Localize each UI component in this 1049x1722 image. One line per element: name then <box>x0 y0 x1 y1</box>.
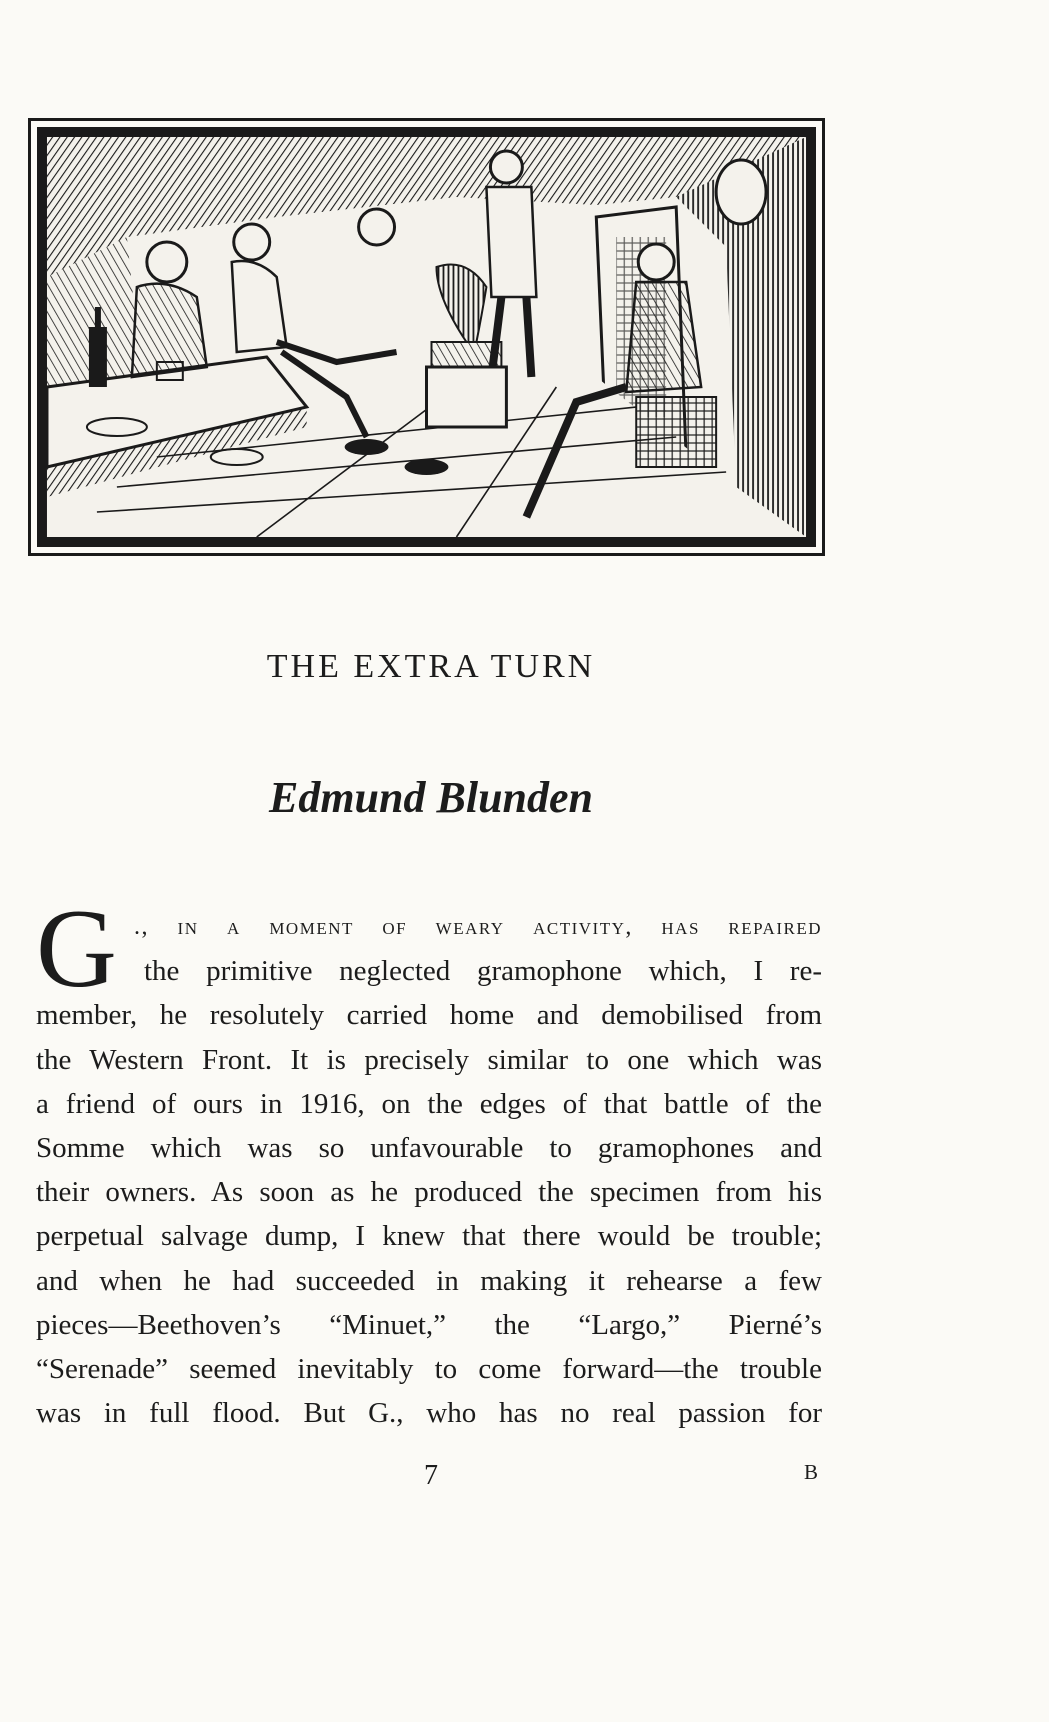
text-line-10: pieces—Beethoven’s “Minuet,” the “Largo,” Pierné’s <box>36 1308 822 1341</box>
woodcut-illustration <box>28 118 825 556</box>
chapter-title: THE EXTRA TURN <box>266 648 596 685</box>
text-line-3: member, he resolutely carried home and demobilised from <box>36 999 822 1032</box>
text-line-2: the primitive neglected gramophone which, I re- <box>144 955 822 988</box>
text-line-8: perpetual salvage dump, I knew that there would be trouble; <box>36 1220 822 1253</box>
text-line-12: was in full flood. But G., who has no real passion for <box>36 1397 822 1430</box>
text-line-5: a friend of ours in 1916, on the edges of that battle of the <box>36 1087 822 1120</box>
text-line-6: Somme which was so unfavourable to gramophones and <box>36 1131 822 1164</box>
text-line-11: “Serenade” seemed inevitably to come forward—the trouble <box>36 1352 822 1385</box>
chapter-author: Edmund Blunden <box>268 773 594 822</box>
signature-mark: B <box>804 1460 819 1484</box>
body-text <box>36 887 822 1435</box>
text-line-4: the Western Front. It is precisely similar to one which was <box>36 1043 822 1076</box>
drop-cap: G <box>36 887 117 1011</box>
woodcut-dugout-gramophone-icon <box>37 127 816 547</box>
page-number: 7 <box>424 1460 438 1491</box>
text-line-1: ., in a moment of weary activity, has repaired <box>134 914 822 940</box>
text-line-7: their owners. As soon as he produced the specimen from his <box>36 1176 822 1209</box>
text-line-9: and when he had succeeded in making it rehearse a few <box>36 1264 822 1297</box>
